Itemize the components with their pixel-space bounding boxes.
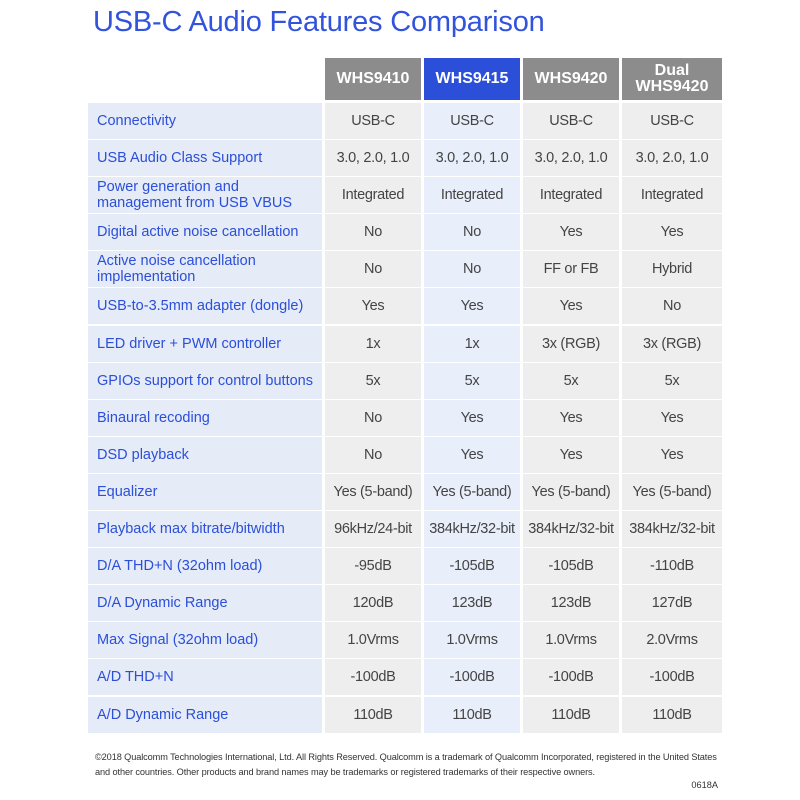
table-cell: -100dB <box>325 659 421 695</box>
table-row <box>88 511 722 548</box>
table-cell: 1.0Vrms <box>325 622 421 658</box>
table-cell: Integrated <box>622 177 722 213</box>
table-cell: 96kHz/24-bit <box>325 511 421 547</box>
table-cell: USB-C <box>424 103 520 139</box>
table-row <box>88 363 722 400</box>
page-title: USB-C Audio Features Comparison <box>93 6 545 38</box>
table-row <box>88 585 722 622</box>
column-header-whs9420: WHS9420 <box>523 58 619 100</box>
table-cell: Yes <box>523 288 619 324</box>
table-cell: 384kHz/32-bit <box>523 511 619 547</box>
table-cell: 1x <box>325 326 421 362</box>
table-row <box>88 103 722 140</box>
table-cell: Yes <box>523 214 619 250</box>
table-cell: -110dB <box>622 548 722 584</box>
table-cell: No <box>424 214 520 250</box>
table-cell: 5x <box>424 363 520 399</box>
table-row <box>88 400 722 437</box>
column-header-dual-whs9420: Dual WHS9420 <box>622 58 722 100</box>
table-cell: Yes (5-band) <box>424 474 520 510</box>
table-cell: 3.0, 2.0, 1.0 <box>622 140 722 176</box>
row-label: DSD playback <box>88 437 322 473</box>
table-row <box>88 697 722 734</box>
table-cell: 123dB <box>424 585 520 621</box>
table-cell: No <box>325 400 421 436</box>
table-cell: 127dB <box>622 585 722 621</box>
table-cell: 110dB <box>325 697 421 733</box>
row-label: A/D THD+N <box>88 659 322 695</box>
table-cell: Integrated <box>523 177 619 213</box>
table-cell: 110dB <box>622 697 722 733</box>
table-cell: 3.0, 2.0, 1.0 <box>523 140 619 176</box>
table-cell: 123dB <box>523 585 619 621</box>
column-header-whs9410: WHS9410 <box>325 58 421 100</box>
table-cell: Yes <box>622 400 722 436</box>
row-label: D/A THD+N (32ohm load) <box>88 548 322 584</box>
table-row <box>88 474 722 511</box>
table-cell: -100dB <box>622 659 722 695</box>
table-cell: 110dB <box>424 697 520 733</box>
table-cell: 1x <box>424 326 520 362</box>
row-label: A/D Dynamic Range <box>88 697 322 733</box>
table-cell: -95dB <box>325 548 421 584</box>
table-cell: 384kHz/32-bit <box>622 511 722 547</box>
table-cell: Yes (5-band) <box>622 474 722 510</box>
table-cell: FF or FB <box>523 251 619 287</box>
table-cell: -100dB <box>523 659 619 695</box>
table-cell: -105dB <box>523 548 619 584</box>
table-row <box>88 177 722 214</box>
table-row <box>88 214 722 251</box>
table-cell: Yes (5-band) <box>325 474 421 510</box>
table-row <box>88 251 722 288</box>
row-label: GPIOs support for control buttons <box>88 363 322 399</box>
row-label: USB-to-3.5mm adapter (dongle) <box>88 288 322 324</box>
table-cell: Yes <box>622 437 722 473</box>
table-cell: USB-C <box>523 103 619 139</box>
table-cell: No <box>622 288 722 324</box>
table-cell: -105dB <box>424 548 520 584</box>
row-label: Binaural recoding <box>88 400 322 436</box>
comparison-table <box>88 58 722 734</box>
document-code: 0618A <box>691 780 718 790</box>
table-cell: No <box>424 251 520 287</box>
column-header-whs9415: WHS9415 <box>424 58 520 100</box>
table-cell: 3.0, 2.0, 1.0 <box>424 140 520 176</box>
row-label: Digital active noise cancellation <box>88 214 322 250</box>
table-cell: 3x (RGB) <box>523 326 619 362</box>
table-cell: 5x <box>325 363 421 399</box>
row-label: D/A Dynamic Range <box>88 585 322 621</box>
table-cell: Yes <box>523 437 619 473</box>
table-cell: Yes <box>424 437 520 473</box>
table-cell: 2.0Vrms <box>622 622 722 658</box>
table-cell: 120dB <box>325 585 421 621</box>
row-label: Power generation and management from USB VBUS <box>88 177 322 213</box>
table-cell: 3x (RGB) <box>622 326 722 362</box>
table-cell: 384kHz/32-bit <box>424 511 520 547</box>
table-row <box>88 548 722 585</box>
row-label: Equalizer <box>88 474 322 510</box>
table-cell: No <box>325 214 421 250</box>
legal-footer: ©2018 Qualcomm Technologies International, Ltd. All Rights Reserved. Qualcomm is a trademark of Qualcomm Incorporated, registered in the United States and other countries. Other products and brand names may be trademarks or registered trademarks of their respective owners. <box>95 752 717 777</box>
table-cell: Hybrid <box>622 251 722 287</box>
table-cell: 1.0Vrms <box>424 622 520 658</box>
row-label: Playback max bitrate/bitwidth <box>88 511 322 547</box>
table-row <box>88 659 722 696</box>
table-row <box>88 288 722 325</box>
table-cell: Integrated <box>325 177 421 213</box>
row-label: Connectivity <box>88 103 322 139</box>
table-body <box>88 103 722 734</box>
table-cell: USB-C <box>325 103 421 139</box>
table-cell: 110dB <box>523 697 619 733</box>
table-cell: 3.0, 2.0, 1.0 <box>325 140 421 176</box>
row-label: LED driver + PWM controller <box>88 326 322 362</box>
table-header <box>88 58 722 100</box>
table-row <box>88 437 722 474</box>
table-cell: 1.0Vrms <box>523 622 619 658</box>
table-cell: Yes <box>325 288 421 324</box>
table-row <box>88 622 722 659</box>
table-cell: No <box>325 437 421 473</box>
row-label: USB Audio Class Support <box>88 140 322 176</box>
table-cell: No <box>325 251 421 287</box>
table-row <box>88 326 722 363</box>
table-cell: USB-C <box>622 103 722 139</box>
row-label: Active noise cancellation implementation <box>88 251 322 287</box>
table-cell: Yes <box>424 288 520 324</box>
table-cell: -100dB <box>424 659 520 695</box>
table-cell: Integrated <box>424 177 520 213</box>
table-cell: 5x <box>523 363 619 399</box>
table-cell: Yes <box>523 400 619 436</box>
table-cell: 5x <box>622 363 722 399</box>
table-cell: Yes <box>622 214 722 250</box>
table-cell: Yes (5-band) <box>523 474 619 510</box>
table-cell: Yes <box>424 400 520 436</box>
table-row <box>88 140 722 177</box>
row-label: Max Signal (32ohm load) <box>88 622 322 658</box>
